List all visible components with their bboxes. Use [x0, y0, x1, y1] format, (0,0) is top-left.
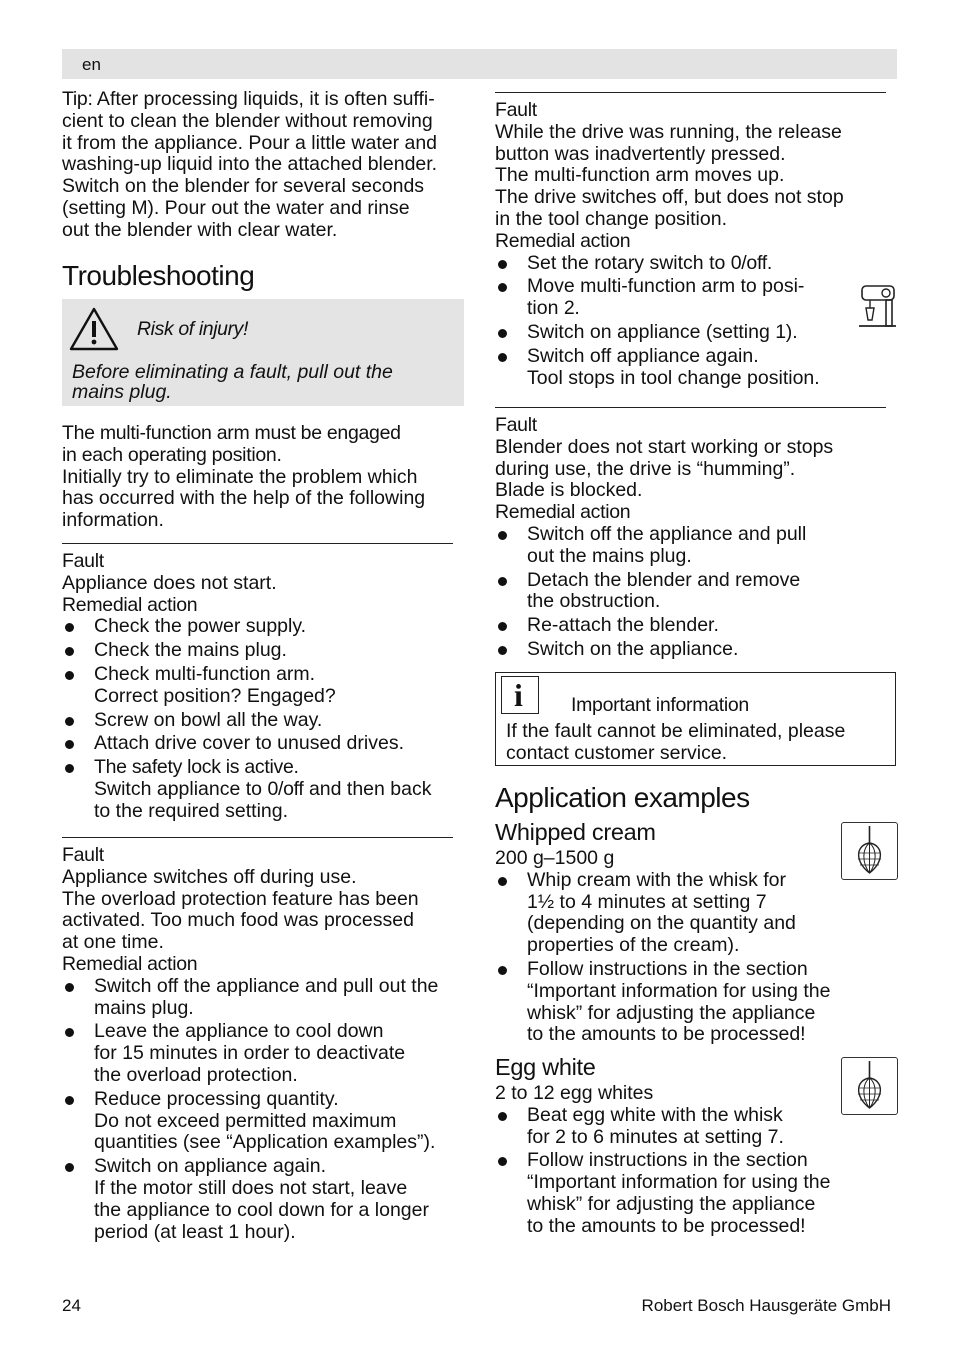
whipped-cream-heading: Whipped cream	[495, 819, 656, 845]
quantity-text: 200 g–1500 g	[495, 847, 615, 869]
troubleshooting-intro	[62, 423, 457, 532]
remedy-list	[62, 616, 457, 822]
list-item: Switch off appliance again. Tool stops in tool change position.	[495, 346, 890, 390]
language-code: en	[82, 55, 101, 74]
fault-label: Fault	[62, 844, 104, 866]
list-item: Follow instructions in the section “Important information for using the whisk” for adjusting the appliance to the amounts to be processed!	[495, 959, 890, 1046]
warning-title: Risk of injury!	[137, 318, 249, 340]
divider	[62, 543, 453, 544]
list-item: Switch on appliance again. If the motor still does not start, leave the appliance to cool down for a longer period (at least 1 hour).	[62, 1156, 457, 1243]
fault-text: Appliance switches off during use. The overload protection feature has been activated. Too much food was processed at one time.	[62, 865, 419, 954]
fault-block-2	[62, 845, 457, 1245]
list-item: Check multi-function arm. Correct position? Engaged?	[62, 664, 457, 708]
egg-white-heading: Egg white	[495, 1054, 596, 1080]
list-item: Switch on the appliance.	[495, 639, 890, 661]
list-item: Switch off the appliance and pull out the mains plug.	[495, 524, 890, 568]
warning-triangle-icon	[68, 306, 120, 352]
remedy-list	[495, 524, 890, 661]
troubleshooting-heading: Troubleshooting	[62, 260, 255, 291]
whipped-cream-section	[495, 848, 890, 1048]
remedy-label: Remedial action	[495, 229, 631, 252]
left-column	[62, 89, 457, 242]
appliance-position-icon	[856, 284, 898, 330]
fault-label: Fault	[495, 414, 537, 436]
fault-block-3	[495, 100, 890, 391]
fault-label: Fault	[495, 99, 537, 121]
list-item: Switch on appliance (setting 1).	[495, 322, 890, 344]
divider	[495, 92, 886, 93]
info-text: If the fault cannot be eliminated, please contact customer service.	[506, 720, 846, 764]
list-item: Attach drive cover to unused drives.	[62, 733, 457, 755]
list-item: Whip cream with the whisk for 1½ to 4 minutes at setting 7 (depending on the quantity and properties of the cream).	[495, 870, 890, 957]
list-item: Beat egg white with the whisk for 2 to 6 minutes at setting 7.	[495, 1105, 890, 1149]
warning-text: Before eliminating a fault, pull out the mains plug.	[72, 361, 393, 403]
list-item: The safety lock is active. Switch appliance to 0/off and then back to the required setting.	[62, 757, 457, 822]
fault-text: Appliance does not start.	[62, 571, 277, 594]
fault-text: Blender does not start working or stops during use, the drive is “humming”. Blade is blocked.	[495, 435, 834, 502]
list-item: Screw on bowl all the way.	[62, 710, 457, 732]
list-item: Follow instructions in the section “Important information for using the whisk” for adjusting the appliance to the amounts to be processed!	[495, 1150, 890, 1237]
list-item: Re-attach the blender.	[495, 615, 890, 637]
fault-block-1	[62, 551, 457, 825]
important-info-box	[495, 672, 896, 766]
info-title: Important information	[571, 694, 749, 716]
remedy-label: Remedial action	[62, 952, 198, 975]
page-number: 24	[62, 1296, 81, 1315]
egg-white-section	[495, 1083, 890, 1240]
list-item: Set the rotary switch to 0/off.	[495, 253, 890, 275]
instruction-list	[495, 1105, 890, 1238]
fault-block-4	[495, 415, 890, 663]
list-item: Leave the appliance to cool down for 15 minutes in order to deactivate the overload protection.	[62, 1021, 457, 1086]
remedy-list	[495, 253, 890, 390]
tip-label: Tip:	[62, 88, 93, 110]
instruction-list	[495, 870, 890, 1046]
language-bar	[62, 49, 897, 79]
divider	[495, 407, 886, 408]
engaged-note: The multi-function arm must be engaged in each operating position.	[62, 422, 401, 466]
company-name: Robert Bosch Hausgeräte GmbH	[641, 1296, 891, 1315]
warning-box	[62, 299, 464, 406]
application-examples-heading: Application examples	[495, 782, 750, 813]
divider	[62, 837, 453, 838]
list-item: Check the power supply.	[62, 616, 457, 638]
intro-text: Initially try to eliminate the problem which has occurred with the help of the following information.	[62, 465, 426, 532]
tip-paragraph: Tip: After processing liquids, it is often suffi- cient to clean the blender without removing it from the appliance. Pour a little water and washing-up liquid into the attached blender. Switch on the blender for several seconds (setting M). Pour out the water and rinse out the blender with clear water.	[62, 88, 438, 241]
quantity-text: 2 to 12 egg whites	[495, 1082, 654, 1104]
list-item: Detach the blender and remove the obstruction.	[495, 570, 890, 614]
list-item: Move multi-function arm to posi- tion 2.	[495, 276, 890, 320]
fault-label: Fault	[62, 550, 104, 572]
remedy-list	[62, 976, 457, 1244]
info-icon: i	[501, 676, 539, 714]
remedy-label: Remedial action	[495, 501, 631, 524]
list-item: Check the mains plug.	[62, 640, 457, 662]
remedy-label: Remedial action	[62, 593, 198, 616]
fault-text: While the drive was running, the release button was inadvertently pressed. The multi-function arm moves up. The drive switches off, but does not stop in the tool change position.	[495, 120, 844, 230]
list-item: Reduce processing quantity. Do not exceed permitted maximum quantities (see “Application examples”).	[62, 1089, 457, 1154]
list-item: Switch off the appliance and pull out the mains plug.	[62, 976, 457, 1020]
